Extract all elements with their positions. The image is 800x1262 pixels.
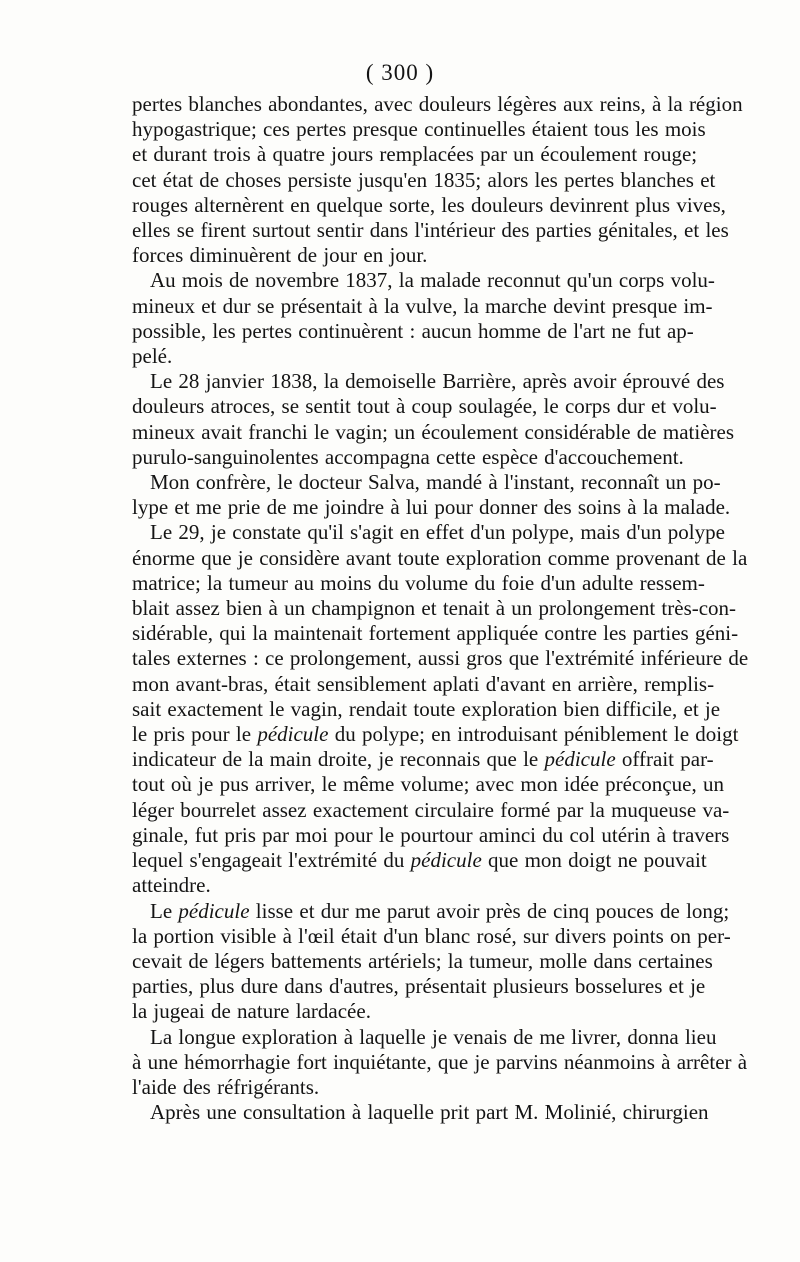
text-line: rouges alternèrent en quelque sorte, les douleurs devinrent plus vives,	[132, 192, 726, 217]
text-line: lype et me prie de me joindre à lui pour donner des soins à la malade.	[132, 495, 731, 520]
text-line: hypogastrique; ces pertes presque continuelles étaient tous les mois	[132, 117, 706, 142]
italic-term: pédicule	[178, 898, 250, 923]
text-line: La longue exploration à laquelle je venais de me livrer, donna lieu	[150, 1024, 717, 1049]
text-line: sidérable, qui la maintenait fortement appliquée contre les parties géni-	[132, 621, 739, 646]
text-line: forces diminuèrent de jour en jour.	[132, 243, 428, 268]
text-line: tout où je pus arriver, le même volume; avec mon idée préconçue, un	[132, 772, 724, 797]
text-line: l'aide des réfrigérants.	[132, 1074, 320, 1099]
paragraph	[132, 369, 735, 470]
text-line: parties, plus dure dans d'autres, présentait plusieurs bosselures et je	[132, 974, 706, 999]
text-line: lequel s'engageait l'extrémité du pédicule que mon doigt ne pouvait	[132, 848, 707, 873]
text-line: Après une consultation à laquelle prit part M. Molinié, chirurgien	[150, 1100, 709, 1125]
paragraph	[132, 92, 743, 268]
italic-term: pédicule	[410, 848, 482, 873]
text-line: matrice; la tumeur au moins du volume du foie d'un adulte ressem-	[132, 570, 705, 595]
paragraph	[132, 470, 731, 520]
text-line: mineux et dur se présentait à la vulve, la marche devint presque im-	[132, 293, 713, 318]
text-line: énorme que je considère avant toute exploration comme provenant de la	[132, 545, 748, 570]
text-line: Le pédicule lisse et dur me parut avoir près de cinq pouces de long;	[150, 898, 730, 923]
paragraph	[132, 898, 731, 1025]
page-number: ( 300 )	[365, 60, 435, 85]
text-line: ginale, fut pris par moi pour le pourtour aminci du col utérin à travers	[132, 822, 730, 847]
text-line: douleurs atroces, se sentit tout à coup soulagée, le corps dur et volu-	[132, 394, 717, 419]
paragraph	[132, 268, 715, 369]
text-line: cevait de légers battements artériels; la tumeur, molle dans certaines	[132, 948, 713, 973]
text-line: Le 28 janvier 1838, la demoiselle Barrière, après avoir éprouvé des	[150, 369, 725, 394]
text-line: elles se firent surtout sentir dans l'intérieur des parties génitales, et les	[132, 218, 729, 243]
text-line: indicateur de la main droite, je reconnais que le pédicule offrait par-	[132, 747, 714, 772]
text-line: blait assez bien à un champignon et tenait à un prolongement très-con-	[132, 596, 737, 621]
text-line: purulo-sanguinolentes accompagna cette espèce d'accouchement.	[132, 444, 684, 469]
text-line: le pris pour le pédicule du polype; en introduisant péniblement le doigt	[132, 722, 739, 747]
text-line: mon avant-bras, était sensiblement aplati d'avant en arrière, remplis-	[132, 671, 715, 696]
text-line: pelé.	[132, 344, 173, 369]
italic-term: pédicule	[544, 747, 616, 772]
text-line: mineux avait franchi le vagin; un écoulement considérable de matières	[132, 419, 735, 444]
text-line: tales externes : ce prolongement, aussi gros que l'extrémité inférieure de	[132, 646, 749, 671]
text-line: la portion visible à l'œil était d'un blanc rosé, sur divers points on per-	[132, 923, 731, 948]
text-line: à une hémorrhagie fort inquiétante, que je parvins néanmoins à arrêter à	[132, 1049, 748, 1074]
text-line: et durant trois à quatre jours remplacées par un écoulement rouge;	[132, 142, 698, 167]
paragraph	[132, 1100, 709, 1125]
text-line: Le 29, je constate qu'il s'agit en effet d'un polype, mais d'un polype	[150, 520, 725, 545]
italic-term: pédicule	[257, 722, 329, 747]
text-line: la jugeai de nature lardacée.	[132, 999, 371, 1024]
text-line: cet état de choses persiste jusqu'en 1835; alors les pertes blanches et	[132, 167, 716, 192]
text-line: possible, les pertes continuèrent : aucun homme de l'art ne fut ap-	[132, 318, 694, 343]
text-line: sait exactement le vagin, rendait toute exploration bien difficile, et je	[132, 696, 721, 721]
text-line: Mon confrère, le docteur Salva, mandé à l'instant, reconnaît un po-	[150, 470, 721, 495]
text-line: Au mois de novembre 1837, la malade reconnut qu'un corps volu-	[150, 268, 715, 293]
text-line: léger bourrelet assez exactement circulaire formé par la muqueuse va-	[132, 797, 730, 822]
paragraph	[132, 520, 749, 898]
paragraph	[132, 1024, 748, 1101]
body-text	[132, 92, 749, 1125]
text-line: pertes blanches abondantes, avec douleurs légères aux reins, à la région	[132, 92, 743, 116]
text-line: atteindre.	[132, 873, 211, 898]
